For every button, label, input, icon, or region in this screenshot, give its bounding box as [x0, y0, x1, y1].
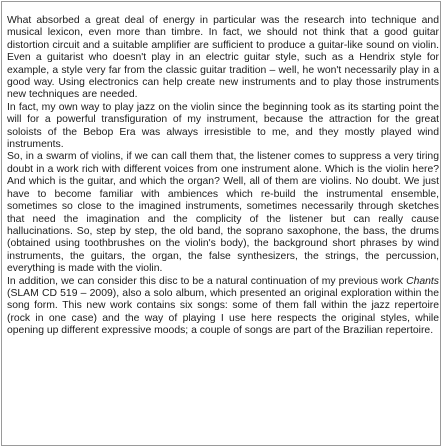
- paragraph-jazz-violin: In fact, my own way to play jazz on the violin since the beginning took as its starting point the will for a powerful transfiguration of my instrument, because the attraction for the great soloists of the Bebop Era was always irresistible to me, and they mostly played wind instruments.: [7, 101, 439, 151]
- paragraph-research: What absorbed a great deal of energy in particular was the research into technique and musical lexicon, even more than timbre. In fact, we should not think that a good guitar distortion circuit and a suitable amplifier are sufficient to produce a guitar-like sound on violin. Even a guitarist who doesn't play in an electric guitar style, such as a Hendrix style for example, a style very far from the classic guitar tradition – well, he won't necessarily play in a good way. Using electronics can help create new instruments and to play those instruments new techniques are needed.: [7, 15, 439, 101]
- album-title: Chants: [406, 275, 439, 287]
- body-text: [7, 15, 439, 338]
- paragraph-continuation: [7, 276, 439, 338]
- paragraph-continuation-lead: In addition, we can consider this disc to be a natural continuation of my previous work: [7, 275, 407, 287]
- paragraph-swarm-of-violins: So, in a swarm of violins, if we can call them that, the listener comes to suppress a very tiring doubt in a work rich with different voices from one instrument alone. Which is the violin here? And which is the guitar, and which the organ? Well, all of them are violins. No doubt. We just have to become familiar with ambiences which re-build the instrumental ensemble, sometimes so close to the imagined instruments, sometimes necessarily through sketches that need the imagination and the complicity of the listener but can really cause hallucinations. So, step by step, the old band, the soprano saxophone, the bass, the drums (obtained using toothbrushes on the violin's body), the background short phrases by wind instruments, the guitars, the organ, the false synthesizers, the strings, the percussion, everything is made with the violin.: [7, 151, 439, 275]
- paragraph-continuation-rest: (SLAM CD 519 – 2009), also a solo album, which presented an original exploration within the song form. This new work contains six songs: some of them fall within the jazz repertoire (rock in one case) and the way of playing I use here respects the original styles, while opening up different expressive moods; a couple of songs are part of the Brazilian repertoire.: [7, 287, 439, 337]
